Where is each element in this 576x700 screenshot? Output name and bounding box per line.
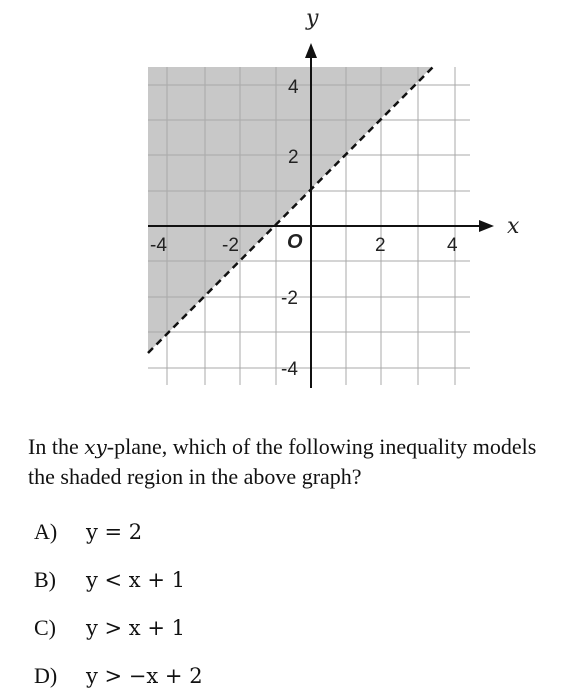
y-axis-arrow-icon — [305, 43, 317, 58]
question-text — [28, 432, 568, 492]
x-tick-label: -2 — [222, 235, 239, 256]
x-axis-arrow-icon — [479, 220, 494, 232]
x-tick-label: 4 — [447, 235, 458, 256]
choice-letter: A) — [34, 519, 58, 544]
choice-expression: y > −x + 2 — [86, 664, 203, 688]
y-tick-label: 2 — [288, 147, 299, 168]
question-variable: xy — [84, 435, 107, 459]
choice-letter: D) — [34, 663, 58, 688]
choice-b[interactable] — [34, 556, 203, 604]
x-axis-label: x — [507, 214, 520, 239]
choice-letter: B) — [34, 567, 56, 592]
y-axis-label: y — [306, 6, 319, 31]
y-tick-label: -2 — [281, 288, 298, 309]
choice-expression: y = 2 — [86, 520, 143, 544]
y-tick-label: 4 — [288, 77, 299, 98]
choice-expression: y < x + 1 — [86, 568, 185, 592]
question-suffix: -plane, which of the following inequality models the shaded region in the above graph? — [28, 434, 537, 489]
choice-a[interactable] — [34, 508, 203, 556]
x-tick-label: 2 — [375, 235, 386, 256]
answer-choices — [34, 508, 203, 700]
x-tick-label: -4 — [150, 235, 167, 256]
origin-label: O — [287, 231, 303, 253]
choice-c[interactable] — [34, 604, 203, 652]
choice-letter: C) — [34, 615, 56, 640]
y-tick-label: -4 — [281, 359, 298, 380]
question-prefix: In the — [28, 434, 85, 459]
choice-expression: y > x + 1 — [86, 616, 185, 640]
